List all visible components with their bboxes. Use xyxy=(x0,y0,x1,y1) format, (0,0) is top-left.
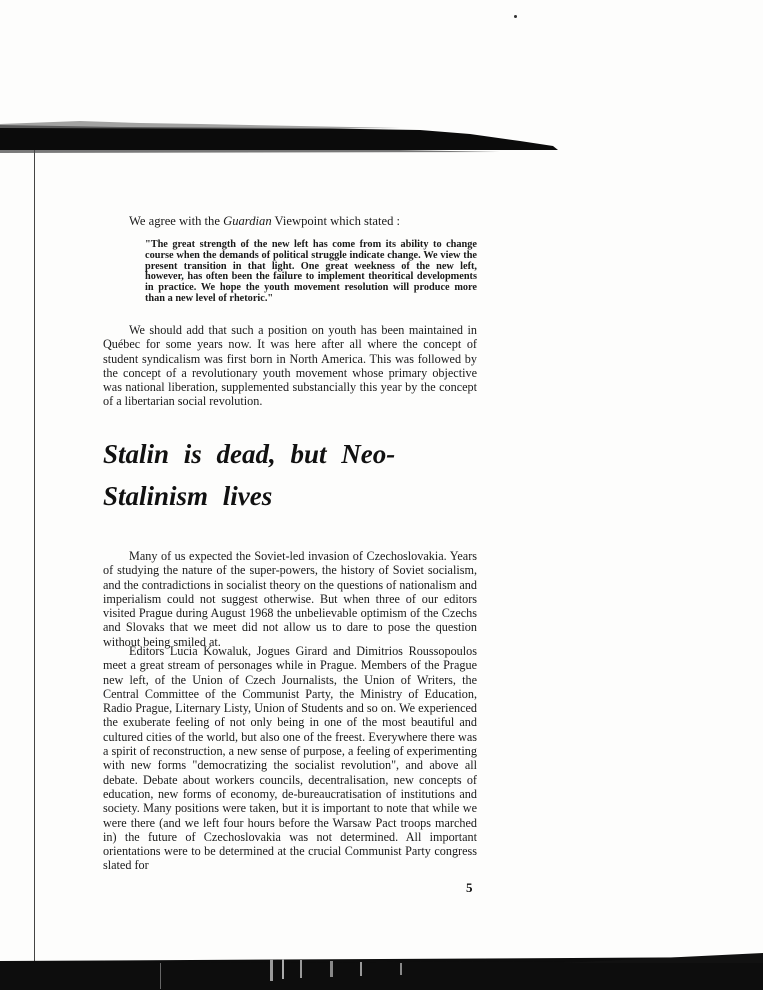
page-edge-line xyxy=(34,150,35,970)
paragraph-invasion: Many of us expected the Soviet-led invasion of Czechoslovakia. Years of studying the nature of the super-powers, the history of Soviet socialism, and the contradictions in socialist theory on the questions of nationalism and imperialism could not suggest otherwise. But when three of our editors visited Prague during August 1968 the unbelievable optimism of the Czechs and Slovaks that we meet did not allow us to dare to pose the question without being smiled at. xyxy=(103,549,477,649)
paragraph-youth-position: We should add that such a position on youth has been maintained in Québec for some years now. It was here after all where the concept of student syndicalism was first born in North America. This was followed by the concept of a revolutionary youth movement whose primary objective was national liberation, supplemented substancially this year by the concept of a libertarian social revolution. xyxy=(103,323,477,409)
intro-source-name: Guardian xyxy=(223,214,272,228)
paragraph-prague-visit: Editors Lucia Kowaluk, Jogues Girard and Dimitrios Roussopoulos meet a great stream of personages while in Prague. Members of the Prague new left, of the Union of Czech Journalists, the Union of Writers, the Central Committee of the Communist Party, the Ministry of Education, Radio Prague, Liternary Listy, Union of Students and so on. We experienced the exuberate feeling of not only being in one of the most beautiful and cultured cities of the world, but also one of the freest. Everywhere there was a spirit of reconstruction, a new sense of purpose, a feeling of experimenting with new forms "democratizing the socialist revolution", and above all debate. Debate about workers councils, decentralisation, new concepts of education, new forms of economy, de-bureaucratisation of institutions and society. Many positions were taken, but it is important to note that while we were there (and we left four hours before the Warsaw Pact troops marched in) the future of Czechoslovakia was not determined. All important orientations were to be determined at the crucial Communist Party congress slated for xyxy=(103,644,477,873)
page-number: 5 xyxy=(466,880,473,895)
intro-text-before: We agree with the xyxy=(129,214,224,228)
intro-text-after: Viewpoint which stated : xyxy=(271,214,401,228)
top-scan-shadow xyxy=(0,0,763,165)
intro-line xyxy=(129,213,477,229)
bottom-scan-shadow xyxy=(0,945,763,990)
block-quote: "The great strength of the new left has come from its ability to change course when the demands of political struggle indicate change. We view the present transition in that light. One great weekness of the new left, however, has often been the failure to implement theoritical developments in practice. We hope the youth movement resolution will produce more than a new level of rhetoric." xyxy=(145,239,477,304)
section-heading: Stalin is dead, but Neo-Stalinism lives xyxy=(103,439,396,511)
